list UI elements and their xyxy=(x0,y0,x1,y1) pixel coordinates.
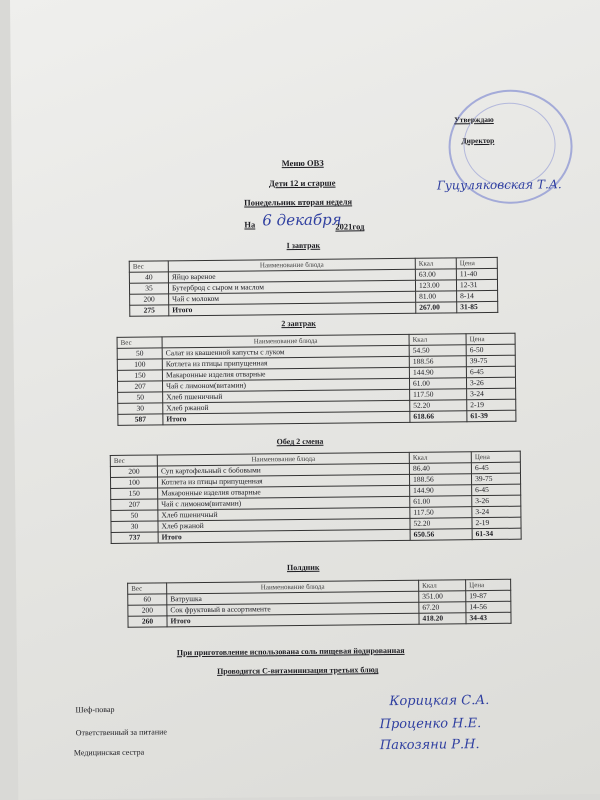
column-header-weight: Вес xyxy=(117,337,162,348)
cell-price: 2-19 xyxy=(472,517,521,529)
signature-nurse: Пакозяни Р.Н. xyxy=(379,737,480,754)
cell-name: Чай с лимоном(витамин) xyxy=(162,378,409,392)
meal-title: Обед 2 смена xyxy=(276,436,324,447)
cell-kcal: 418.20 xyxy=(419,613,466,624)
meal-title: Полдник xyxy=(286,562,320,573)
cell-price: 3-26 xyxy=(466,377,515,389)
cell-weight: 50 xyxy=(117,348,162,359)
cell-name: Ватрушка xyxy=(167,591,419,605)
cell-name: Яйцо вареное xyxy=(168,269,415,283)
cell-price: 39-75 xyxy=(466,355,515,367)
cell-kcal: 67.20 xyxy=(419,602,466,613)
cell-price: 39-75 xyxy=(471,473,520,485)
meal-table xyxy=(117,333,517,426)
column-header-name: Наименование блюда xyxy=(168,258,415,272)
date-handwritten: 6 декабря xyxy=(262,210,342,230)
cell-kcal: 351.00 xyxy=(419,591,466,602)
signature-role-chef: Шеф-повар xyxy=(75,704,115,715)
cell-name: Хлеб ржаной xyxy=(163,400,410,414)
cell-weight: 207 xyxy=(117,381,162,392)
column-header-kcal: Ккал xyxy=(409,334,466,346)
cell-price: 61-39 xyxy=(467,410,516,422)
cell-weight: 30 xyxy=(111,521,158,532)
cell-kcal: 267.00 xyxy=(416,302,457,313)
cell-kcal: 61.00 xyxy=(409,378,466,390)
cell-name: Сок фруктовый в ассортименте xyxy=(167,602,419,616)
cell-weight: 40 xyxy=(129,272,168,283)
meal-table xyxy=(110,451,522,544)
cell-weight: 150 xyxy=(117,370,162,381)
director-label: Директор xyxy=(461,135,495,146)
column-header-price: Цена xyxy=(471,451,520,463)
cell-weight: 100 xyxy=(117,359,162,370)
cell-name: Чай с лимоном(витамин) xyxy=(158,496,410,510)
column-header-name: Наименование блюда xyxy=(167,580,419,594)
cell-weight: 275 xyxy=(130,305,169,316)
cell-weight: 200 xyxy=(110,466,157,477)
cell-kcal: 144.90 xyxy=(410,485,472,497)
cell-price: 19-87 xyxy=(466,590,511,601)
cell-kcal: 618.66 xyxy=(410,411,467,423)
date-prefix: На xyxy=(244,219,256,230)
column-header-price: Цена xyxy=(466,333,515,345)
director-signature: Гуцуляковская Т.А. xyxy=(436,177,562,193)
column-header-name: Наименование блюда xyxy=(157,452,409,466)
signature-role-nurse: Медицинская сестра xyxy=(73,747,145,758)
meal-table xyxy=(129,257,499,317)
meal-title: I завтрак xyxy=(286,240,321,251)
cell-weight: 150 xyxy=(111,488,158,499)
cell-name: Хлеб пшеничный xyxy=(158,507,410,521)
meal-title: 2 завтрак xyxy=(281,318,316,329)
menu-title: Меню ОВЗ xyxy=(281,157,324,169)
menu-document xyxy=(10,0,600,800)
signature-role-nutrition: Ответственный за питание xyxy=(75,727,167,738)
cell-price: 3-24 xyxy=(467,388,516,400)
cell-price: 34-43 xyxy=(466,612,511,623)
cell-kcal: 117.50 xyxy=(410,389,467,401)
cell-weight: 35 xyxy=(129,283,168,294)
column-header-weight: Вес xyxy=(128,583,167,594)
signature-nutrition: Проценко Н.Е. xyxy=(379,716,482,733)
cell-name: Итого xyxy=(158,529,410,543)
cell-kcal: 188.56 xyxy=(409,356,466,368)
cell-kcal: 117.50 xyxy=(410,507,472,519)
salt-note: При приготовление использована соль пищевая йодированная xyxy=(176,645,405,658)
cell-name: Котлета из птицы припущенная xyxy=(158,474,410,488)
cell-name: Хлеб ржаной xyxy=(158,518,410,532)
cell-price: 3-24 xyxy=(472,506,521,518)
cell-price: 6-45 xyxy=(466,366,515,378)
date-suffix: 2021год xyxy=(335,221,365,232)
cell-price: 6-45 xyxy=(472,484,521,496)
cell-weight: 737 xyxy=(111,532,158,543)
cell-weight: 100 xyxy=(111,477,158,488)
cell-weight: 200 xyxy=(130,294,169,305)
cell-kcal: 650.56 xyxy=(410,529,472,541)
cell-weight: 587 xyxy=(118,414,163,425)
cell-kcal: 123.00 xyxy=(415,280,456,291)
cell-kcal: 144.90 xyxy=(409,367,466,379)
cell-price: 2-19 xyxy=(467,399,516,411)
cell-name: Котлета из птицы припущенная xyxy=(162,356,409,370)
cell-name: Итого xyxy=(167,613,419,627)
cell-price: 31-85 xyxy=(457,301,498,312)
cell-name: Макаронные изделия отварные xyxy=(162,367,409,381)
cell-kcal: 61.00 xyxy=(410,496,472,508)
cell-weight: 30 xyxy=(118,403,163,414)
cell-weight: 207 xyxy=(111,499,158,510)
approve-label: Утверждаю xyxy=(454,114,494,125)
cell-price: 3-26 xyxy=(472,495,521,507)
cell-name: Чай с молоком xyxy=(169,291,416,305)
cell-weight: 260 xyxy=(128,616,167,627)
cell-weight: 200 xyxy=(128,605,167,616)
cell-price: 61-34 xyxy=(472,528,521,540)
cell-kcal: 63.00 xyxy=(415,269,456,280)
vitamin-note: Проводится С-витаминизация третьих блюд xyxy=(216,665,379,676)
meal-table xyxy=(127,579,511,628)
cell-price: 6-50 xyxy=(466,344,515,356)
cell-kcal: 188.56 xyxy=(409,474,471,486)
cell-name: Итого xyxy=(169,302,416,316)
cell-price: 6-45 xyxy=(471,462,520,474)
column-header-kcal: Ккал xyxy=(409,452,471,464)
cell-price: 12-31 xyxy=(456,279,497,290)
cell-weight: 50 xyxy=(111,510,158,521)
cell-name: Салат из квашенной капусты с луком xyxy=(162,345,409,359)
cell-kcal: 86.40 xyxy=(409,463,471,475)
column-header-name: Наименование блюда xyxy=(162,334,409,348)
cell-kcal: 52.20 xyxy=(410,400,467,412)
signature-chef: Корицкая С.А. xyxy=(389,693,490,710)
cell-price: 14-56 xyxy=(466,601,511,612)
age-group: Дети 12 и старше xyxy=(268,177,336,189)
cell-name: Макаронные изделия отварные xyxy=(158,485,410,499)
column-header-kcal: Ккал xyxy=(415,258,456,269)
day-label: Понедельник вторая неделя xyxy=(244,196,353,208)
cell-price: 8-14 xyxy=(457,290,498,301)
column-header-weight: Вес xyxy=(110,455,157,466)
column-header-weight: Вес xyxy=(129,261,168,272)
cell-weight: 60 xyxy=(128,594,167,605)
column-header-price: Цена xyxy=(466,579,511,590)
cell-kcal: 81.00 xyxy=(416,291,457,302)
column-header-kcal: Ккал xyxy=(419,580,466,591)
cell-name: Суп картофельный с бобовыми xyxy=(157,463,409,477)
cell-kcal: 52.20 xyxy=(410,518,472,530)
cell-weight: 50 xyxy=(118,392,163,403)
cell-name: Хлеб пшеничный xyxy=(163,389,410,403)
cell-name: Бутерброд с сыром и маслом xyxy=(168,280,415,294)
cell-price: 11-40 xyxy=(456,268,497,279)
column-header-price: Цена xyxy=(456,257,497,268)
cell-kcal: 54.50 xyxy=(409,345,466,357)
cell-name: Итого xyxy=(163,411,410,425)
